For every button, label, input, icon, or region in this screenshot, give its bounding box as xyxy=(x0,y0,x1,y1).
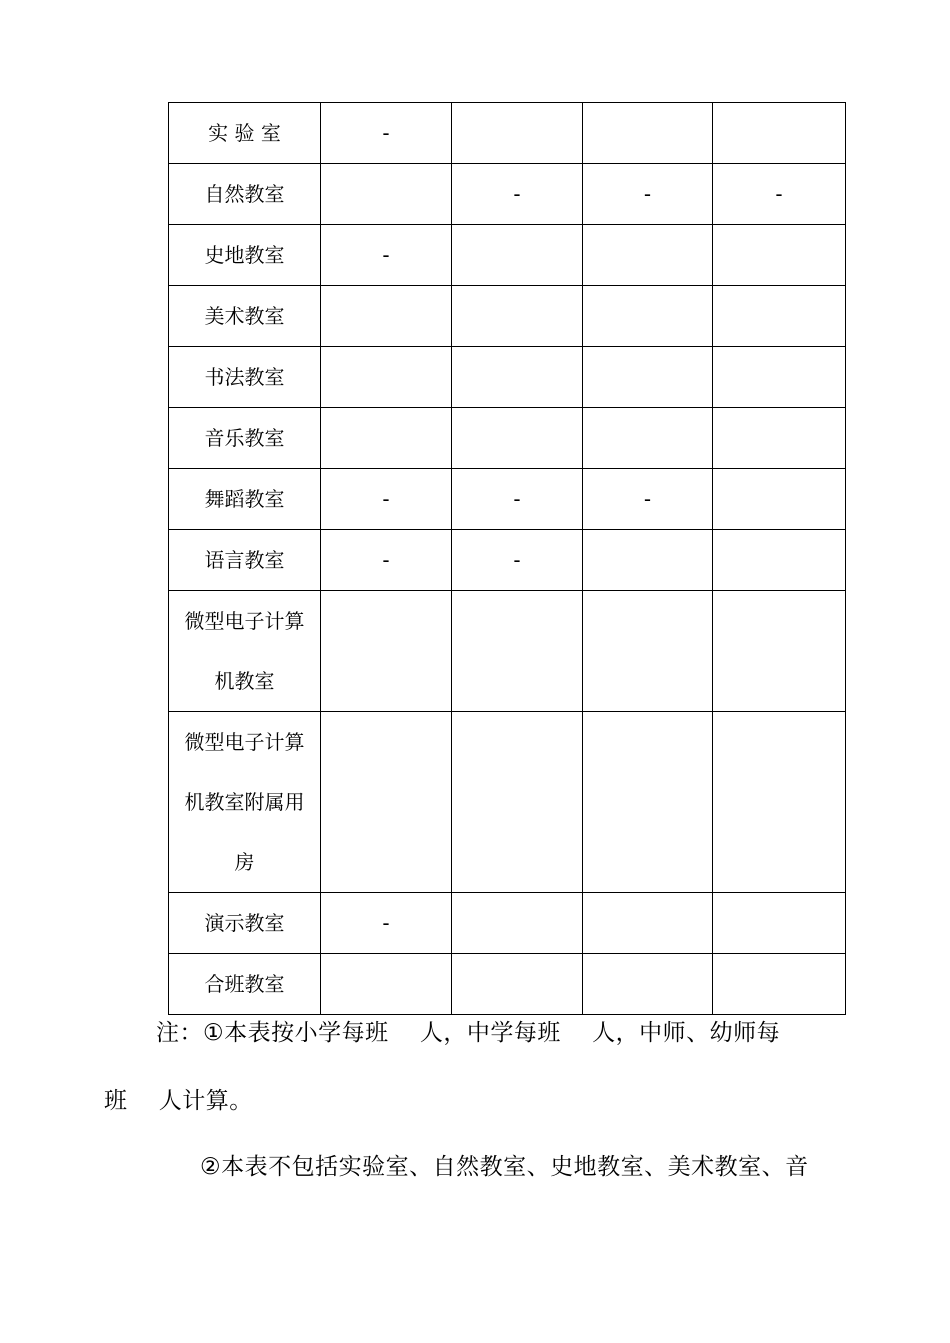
room-name-line: 书法教室 xyxy=(204,365,285,389)
value-cell xyxy=(452,591,583,712)
value-cell xyxy=(583,954,713,1015)
value-cell xyxy=(452,954,583,1015)
room-name-line: 房 xyxy=(234,850,255,874)
value-cell: - xyxy=(452,164,583,225)
value-cell xyxy=(321,286,452,347)
value-cell xyxy=(583,712,713,893)
room-name-cell xyxy=(169,954,321,1015)
value-cell: - xyxy=(713,164,846,225)
value-cell xyxy=(583,347,713,408)
table-row xyxy=(169,225,846,286)
value-cell xyxy=(321,164,452,225)
value-cell xyxy=(713,893,846,954)
room-name-cell xyxy=(169,712,321,893)
value-cell xyxy=(321,712,452,893)
value-cell xyxy=(452,712,583,893)
table-row xyxy=(169,893,846,954)
table-row xyxy=(169,103,846,164)
value-cell xyxy=(583,286,713,347)
value-cell xyxy=(713,530,846,591)
value-cell xyxy=(321,954,452,1015)
note-line-3: ②本表不包括实验室、自然教室、史地教室、美术教室、音 xyxy=(200,1154,809,1180)
table-row xyxy=(169,712,846,893)
room-name-cell xyxy=(169,530,321,591)
table-row xyxy=(169,347,846,408)
value-cell xyxy=(713,469,846,530)
value-cell xyxy=(583,893,713,954)
value-cell: - xyxy=(321,893,452,954)
room-name-line: 机教室附属用 xyxy=(184,790,305,814)
room-name-cell xyxy=(169,469,321,530)
value-cell: - xyxy=(452,530,583,591)
value-cell xyxy=(583,408,713,469)
room-name-cell xyxy=(169,347,321,408)
value-cell xyxy=(583,530,713,591)
value-cell xyxy=(713,225,846,286)
table-row xyxy=(169,286,846,347)
value-cell xyxy=(452,286,583,347)
value-cell xyxy=(583,103,713,164)
room-name-cell xyxy=(169,408,321,469)
value-cell xyxy=(713,712,846,893)
value-cell xyxy=(713,408,846,469)
value-cell xyxy=(452,893,583,954)
table-body xyxy=(169,103,846,1015)
table-row xyxy=(169,530,846,591)
value-cell xyxy=(713,591,846,712)
value-cell xyxy=(452,347,583,408)
value-cell xyxy=(321,347,452,408)
room-name-line: 语言教室 xyxy=(204,548,285,572)
table-row xyxy=(169,954,846,1015)
room-name-line: 微型电子计算 xyxy=(184,609,305,633)
note-line-2: 班 人计算。 xyxy=(104,1088,253,1114)
room-name-line: 史地教室 xyxy=(204,243,285,267)
value-cell: - xyxy=(321,469,452,530)
value-cell xyxy=(452,225,583,286)
room-name-line: 机教室 xyxy=(214,669,275,693)
room-name-line: 美术教室 xyxy=(204,304,285,328)
room-name-cell xyxy=(169,103,321,164)
value-cell xyxy=(452,408,583,469)
note-line-1: 注：①本表按小学每班 人，中学每班 人，中师、幼师每 xyxy=(156,1020,781,1046)
room-name-line: 演示教室 xyxy=(204,911,285,935)
table-row xyxy=(169,164,846,225)
value-cell xyxy=(713,286,846,347)
room-name-line: 微型电子计算 xyxy=(184,730,305,754)
room-name-cell xyxy=(169,893,321,954)
room-name-line: 实 验 室 xyxy=(208,121,281,145)
table-row xyxy=(169,591,846,712)
value-cell xyxy=(452,103,583,164)
room-name-cell xyxy=(169,591,321,712)
value-cell xyxy=(713,103,846,164)
room-name-cell xyxy=(169,225,321,286)
table-row xyxy=(169,408,846,469)
value-cell: - xyxy=(583,164,713,225)
value-cell: - xyxy=(321,225,452,286)
value-cell xyxy=(713,954,846,1015)
value-cell xyxy=(321,408,452,469)
room-name-cell xyxy=(169,286,321,347)
room-name-line: 自然教室 xyxy=(204,182,285,206)
room-name-line: 音乐教室 xyxy=(204,426,285,450)
value-cell xyxy=(321,591,452,712)
value-cell: - xyxy=(452,469,583,530)
classroom-table xyxy=(168,102,846,1015)
value-cell: - xyxy=(583,469,713,530)
room-name-line: 舞蹈教室 xyxy=(204,487,285,511)
value-cell: - xyxy=(321,530,452,591)
value-cell xyxy=(583,225,713,286)
value-cell xyxy=(713,347,846,408)
room-name-line: 合班教室 xyxy=(204,972,285,996)
value-cell xyxy=(583,591,713,712)
value-cell: - xyxy=(321,103,452,164)
table-row xyxy=(169,469,846,530)
room-name-cell xyxy=(169,164,321,225)
